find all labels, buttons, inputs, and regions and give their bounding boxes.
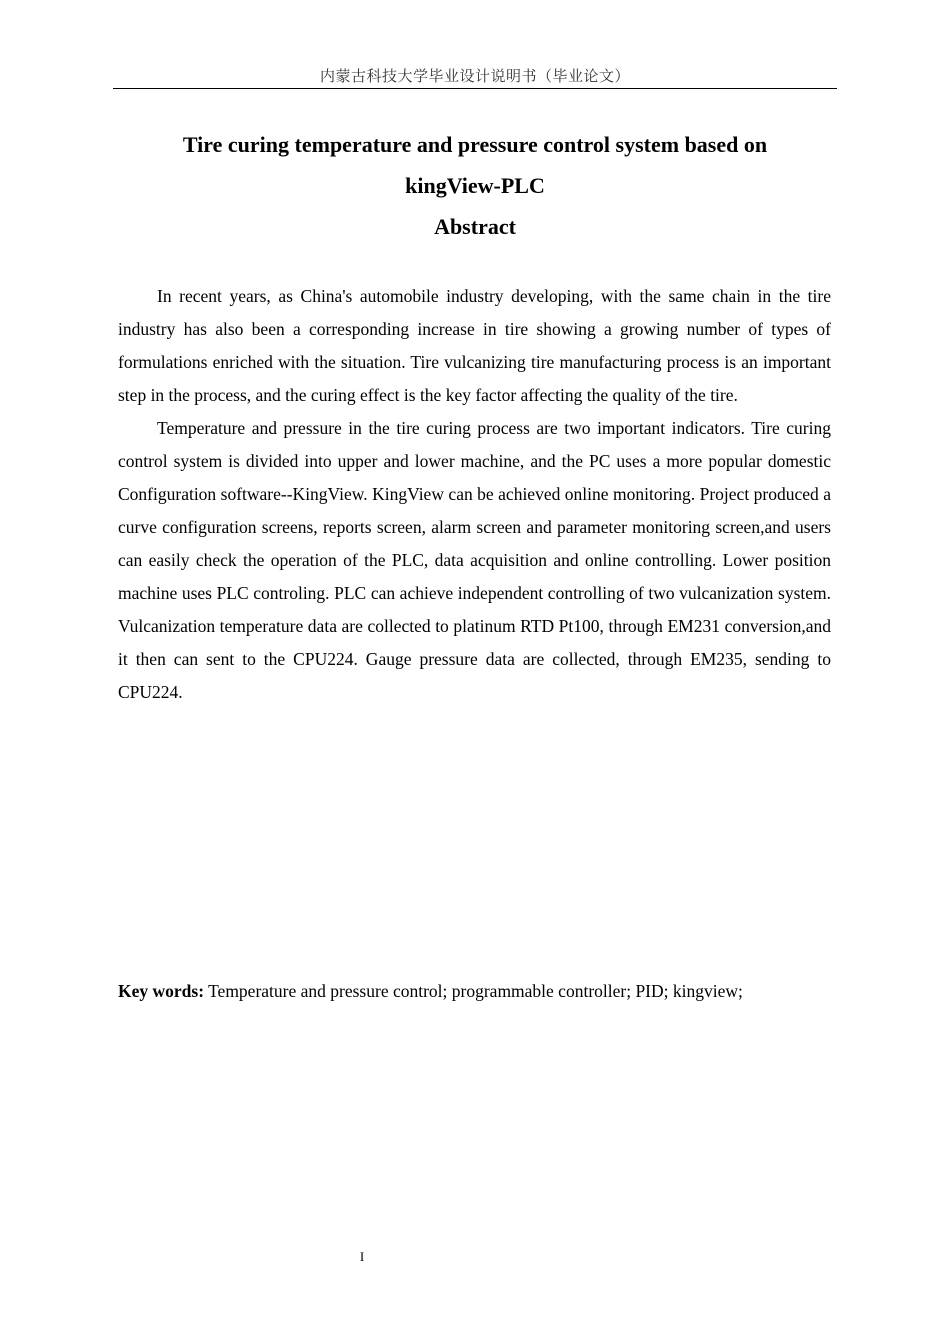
paper-title-line-2: kingView-PLC — [405, 173, 545, 198]
running-header: 内蒙古科技大学毕业设计说明书（毕业论文） — [319, 67, 630, 85]
paper-title-line-1: Tire curing temperature and pressure control system based on — [182, 132, 768, 157]
page-number: I — [359, 1249, 365, 1264]
keywords-label: Key words: — [118, 981, 205, 1001]
header-divider — [113, 88, 837, 89]
abstract-paragraph-2: Temperature and pressure in the tire curing process are two important indicators. Tire curing control system is divided into upper and lower machine, and the PC uses a more popular domestic Configuration software--KingView. KingView can be achieved online monitoring. Project produced a curve configuration screens, reports screen, alarm screen and parameter monitoring screen,and users can easily check the operation of the PLC, data acquisition and online controlling. Lower position machine uses PLC controling. PLC can achieve independent controlling of two vulcanization system. Vulcanization temperature data are collected to platinum RTD Pt100, through EM231 conversion,and it then can sent to the CPU224. Gauge pressure data are collected, through EM235, sending to CPU224. — [118, 418, 831, 702]
title-block — [118, 124, 832, 247]
keywords-text: Temperature and pressure control; programmable controller; PID; kingview; — [204, 981, 743, 1001]
abstract-paragraph-1: In recent years, as China's automobile industry developing, with the same chain in the tire industry has also been a corresponding increase in tire showing a growing number of types of formulations enriched with the situation. Tire vulcanizing tire manufacturing process is an important step in the process, and the curing effect is the key factor affecting the quality of the tire. — [118, 286, 831, 405]
abstract-body — [118, 280, 831, 709]
keywords-line — [118, 975, 831, 1008]
abstract-heading: Abstract — [434, 214, 516, 239]
